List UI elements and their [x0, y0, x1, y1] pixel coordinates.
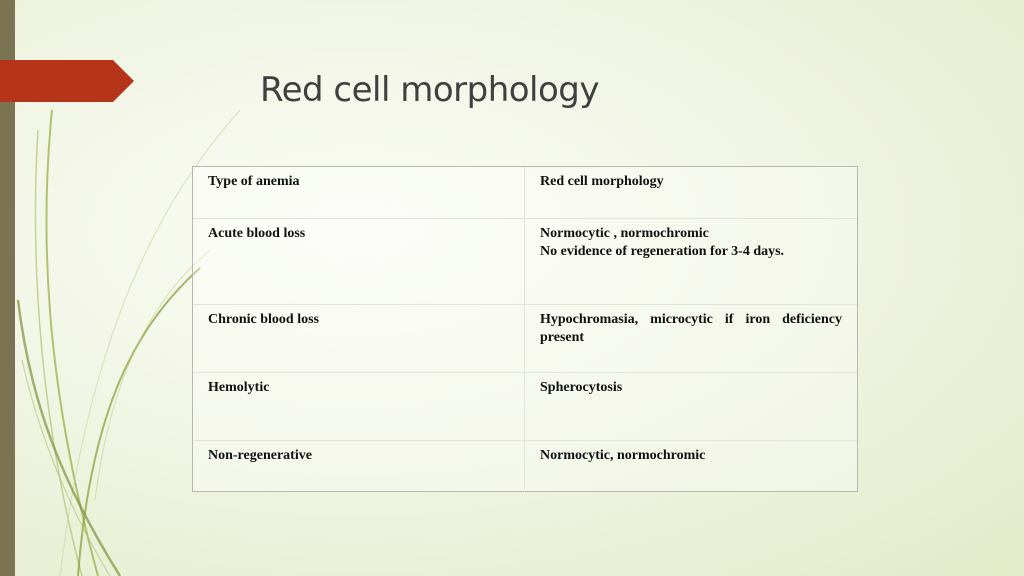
cell-anemia-type: Chronic blood loss: [193, 304, 525, 372]
morphology-table: [192, 166, 858, 492]
header-type-of-anemia: Type of anemia: [193, 167, 525, 218]
morphology-line: No evidence of regeneration for 3-4 days.: [540, 243, 785, 259]
cell-anemia-type: Non-regenerative: [193, 440, 525, 492]
table-row: [193, 304, 857, 372]
table-row: [193, 372, 857, 440]
morphology-line: Spherocytosis: [540, 379, 623, 395]
cell-morphology: [525, 372, 858, 440]
cell-anemia-type: Acute blood loss: [193, 218, 525, 304]
table: [193, 167, 857, 492]
title-accent-arrow: [0, 60, 134, 102]
header-red-cell-morphology: Red cell morphology: [540, 174, 664, 189]
table-row: [193, 440, 857, 492]
morphology-line: Normocytic , normochromic: [540, 225, 709, 241]
morphology-line: Normocytic, normochromic: [540, 447, 706, 463]
cell-morphology: [525, 218, 858, 304]
cell-morphology: [525, 440, 858, 492]
table-header-row: [193, 167, 857, 218]
slide-title: Red cell morphology: [260, 70, 599, 110]
cell-anemia-type: Hemolytic: [193, 372, 525, 440]
table-row: [193, 218, 857, 304]
morphology-line: Hypochromasia, microcytic if iron deficiency present: [540, 311, 842, 345]
cell-morphology: [525, 304, 858, 372]
